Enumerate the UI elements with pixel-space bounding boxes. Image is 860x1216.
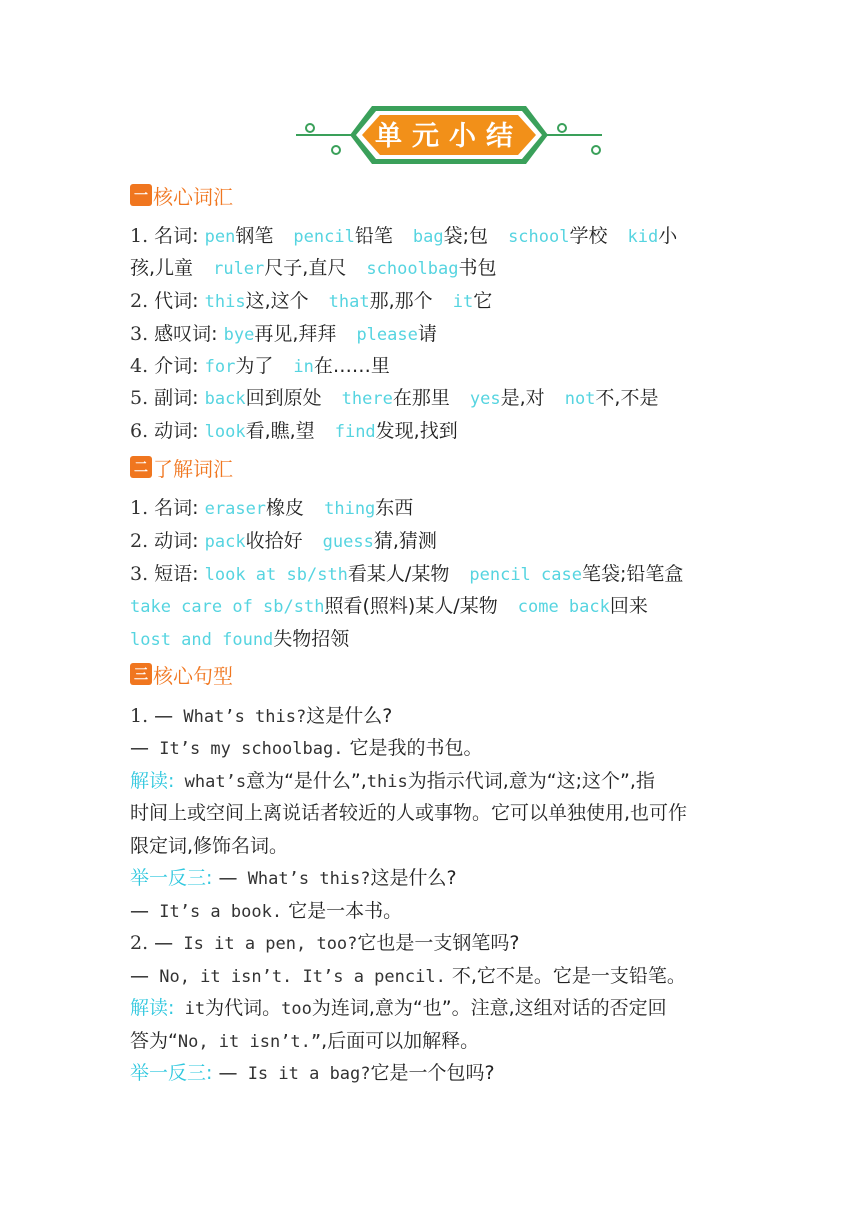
chinese-translation: 它也是一支钢笔吗? [357,932,520,954]
explain-text: ,后面可以加解释。 [321,1030,480,1052]
chinese-translation: 不,它不是。它是一支铅笔。 [445,965,686,987]
word-class-label: 短语: [154,563,199,585]
dialog-dash: — [154,705,174,727]
chinese-meaning: 发现,找到 [375,420,458,442]
vocab-line [130,558,740,590]
explain-line [130,830,740,862]
line-number: 2. [130,932,155,954]
section-index: 二 [130,456,152,478]
word-class-label: 动词: [154,530,199,552]
english-word: please [356,325,418,345]
page-title: 单元小结 [375,121,523,152]
chinese-meaning: 钢笔 [235,225,274,247]
dialog-dash: — [130,900,149,922]
chinese-meaning: 不,不是 [595,387,659,409]
chinese-meaning: 在……里 [313,355,390,377]
english-phrase: come back [517,597,610,617]
english-word: pen [204,227,236,247]
vocab-line [130,220,740,252]
english-sentence: No, it isn’t.” [177,1032,322,1052]
english-word: not [564,389,596,409]
chinese-translation: 它是一本书。 [282,900,403,922]
practice-label: 举一反三: [130,867,213,889]
chinese-meaning: 书包 [458,257,497,279]
word-class-label: 副词: [154,387,199,409]
chinese-meaning: 回到原处 [245,387,322,409]
explain-text: 为代词。 [205,997,282,1019]
english-word: it [452,292,474,312]
english-word: there [341,389,393,409]
line-number: 2. [130,530,155,552]
english-word: in [293,357,314,377]
english-word: eraser [204,499,267,519]
english-word: what’s [174,772,247,792]
chinese-meaning: 失物招领 [273,628,350,650]
explain-line [130,765,740,797]
chinese-meaning: 东西 [375,497,414,519]
chinese-meaning: 看,瞧,望 [245,420,315,442]
section-title: 了解词汇 [153,456,233,481]
chinese-meaning: 猜,猜测 [373,530,437,552]
dialog-dash: — [154,932,174,954]
section-title: 核心词汇 [153,184,233,209]
english-phrase: look at sb/sth [204,565,348,585]
sentence-line [130,960,740,992]
chinese-meaning: 请 [417,323,437,345]
practice-line [130,862,740,894]
word-class-label: 代词: [154,290,199,312]
chinese-meaning: 学校 [569,225,608,247]
vocab-line [130,590,740,622]
explain-text: 意为“是什么”, [246,770,367,792]
english-word: school [508,227,570,247]
explain-line [130,797,740,829]
english-word: bag [412,227,444,247]
english-sentence: Is it a pen, too? [173,934,358,954]
section-title: 核心句型 [153,663,233,688]
vocab-line [130,252,740,284]
vocab-line [130,382,740,414]
english-phrase: pencil case [469,565,582,585]
english-sentence: It’s my schoolbag. [149,739,344,759]
english-phrase: lost and found [130,630,274,650]
practice-line [130,895,740,927]
vocab-line [130,525,740,557]
sentence-line [130,927,740,959]
english-sentence: What’s this? [237,869,371,889]
section-heading-sentences [130,659,233,689]
sentence-line [130,732,740,764]
english-phrase: take care of sb/sth [130,597,325,617]
english-word: thing [324,499,376,519]
explain-text: 时间上或空间上离说话者较近的人或事物。它可以单独使用,也可作 [130,802,688,824]
chinese-meaning: 小 [658,225,678,247]
word-class-label: 介词: [154,355,199,377]
vocab-line [130,318,740,350]
explain-label: 解读: [130,997,175,1019]
explain-label: 解读: [130,770,175,792]
practice-line [130,1057,740,1089]
chinese-translation: 这是什么? [306,705,393,727]
line-number: 1. [130,705,155,727]
english-word: pencil [293,227,355,247]
english-word: find [334,422,376,442]
english-word: for [204,357,236,377]
chinese-translation: 它是我的书包。 [343,737,483,759]
word-class-label: 名词: [154,497,199,519]
english-word: schoolbag [366,259,459,279]
vocab-line [130,285,740,317]
chinese-translation: 它是一个包吗? [370,1062,495,1084]
chinese-meaning: 是,对 [500,387,545,409]
practice-label: 举一反三: [130,1062,213,1084]
chinese-meaning: 再见,拜拜 [254,323,337,345]
english-sentence: It’s a book. [149,902,283,922]
sentence-line [130,700,740,732]
chinese-meaning: 尺子,直尺 [264,257,347,279]
english-word: back [204,389,246,409]
explain-line [130,1025,740,1057]
chinese-meaning: 回来 [609,595,648,617]
english-word: that [328,292,370,312]
section-index: 一 [130,184,152,206]
explain-text: 为连词,意为“也”。注意,这组对话的否定回 [311,997,667,1019]
word-class-label: 感叹词: [154,323,218,345]
chinese-meaning: 收拾好 [245,530,303,552]
dialog-dash: — [218,1062,238,1084]
title-banner [296,104,602,166]
chinese-translation: 这是什么? [370,867,457,889]
word-class-label: 动词: [154,420,199,442]
chinese-meaning: 它 [473,290,493,312]
chinese-meaning: 这,这个 [245,290,309,312]
line-number: 5. [130,387,155,409]
line-number: 3. [130,563,155,585]
chinese-meaning: 在那里 [392,387,450,409]
vocab-line [130,623,740,655]
chinese-meaning: 孩,儿童 [130,257,194,279]
chinese-meaning: 为了 [235,355,274,377]
word-class-label: 名词: [154,225,199,247]
english-word: too [281,999,312,1019]
dialog-dash: — [130,965,149,987]
section-index: 三 [130,663,152,685]
chinese-meaning: 那,那个 [369,290,433,312]
chinese-meaning: 照看(照料)某人/某物 [324,595,498,617]
line-number: 2. [130,290,155,312]
vocab-line [130,350,740,382]
chinese-meaning: 笔袋;铅笔盒 [581,563,684,585]
english-word: guess [322,532,374,552]
english-sentence: No, it isn’t. It’s a pencil. [149,967,446,987]
line-number: 3. [130,323,155,345]
english-word: ruler [213,259,265,279]
english-word: this [204,292,246,312]
vocab-line [130,415,740,447]
line-number: 1. [130,225,155,247]
chinese-meaning: 橡皮 [266,497,305,519]
english-sentence: Is it a bag? [237,1064,371,1084]
chinese-meaning: 袋;包 [443,225,489,247]
english-sentence: What’s this? [173,707,307,727]
explain-text: 限定词,修饰名词。 [130,835,289,857]
english-word: look [204,422,246,442]
english-word: kid [627,227,659,247]
explain-text: 答为“ [130,1030,178,1052]
chinese-meaning: 铅笔 [354,225,393,247]
line-number: 6. [130,420,155,442]
line-number: 4. [130,355,155,377]
english-word: pack [204,532,246,552]
english-word: it [174,999,206,1019]
english-word: bye [223,325,255,345]
dialog-dash: — [130,737,149,759]
english-word: yes [469,389,501,409]
english-word: this [366,772,408,792]
vocab-line [130,492,740,524]
section-heading-core-vocab [130,180,233,210]
chinese-meaning: 看某人/某物 [347,563,450,585]
section-heading-know-vocab [130,452,233,482]
explain-line [130,992,740,1024]
explain-text: 为指示代词,意为“这;这个”,指 [407,770,655,792]
line-number: 1. [130,497,155,519]
dialog-dash: — [218,867,238,889]
